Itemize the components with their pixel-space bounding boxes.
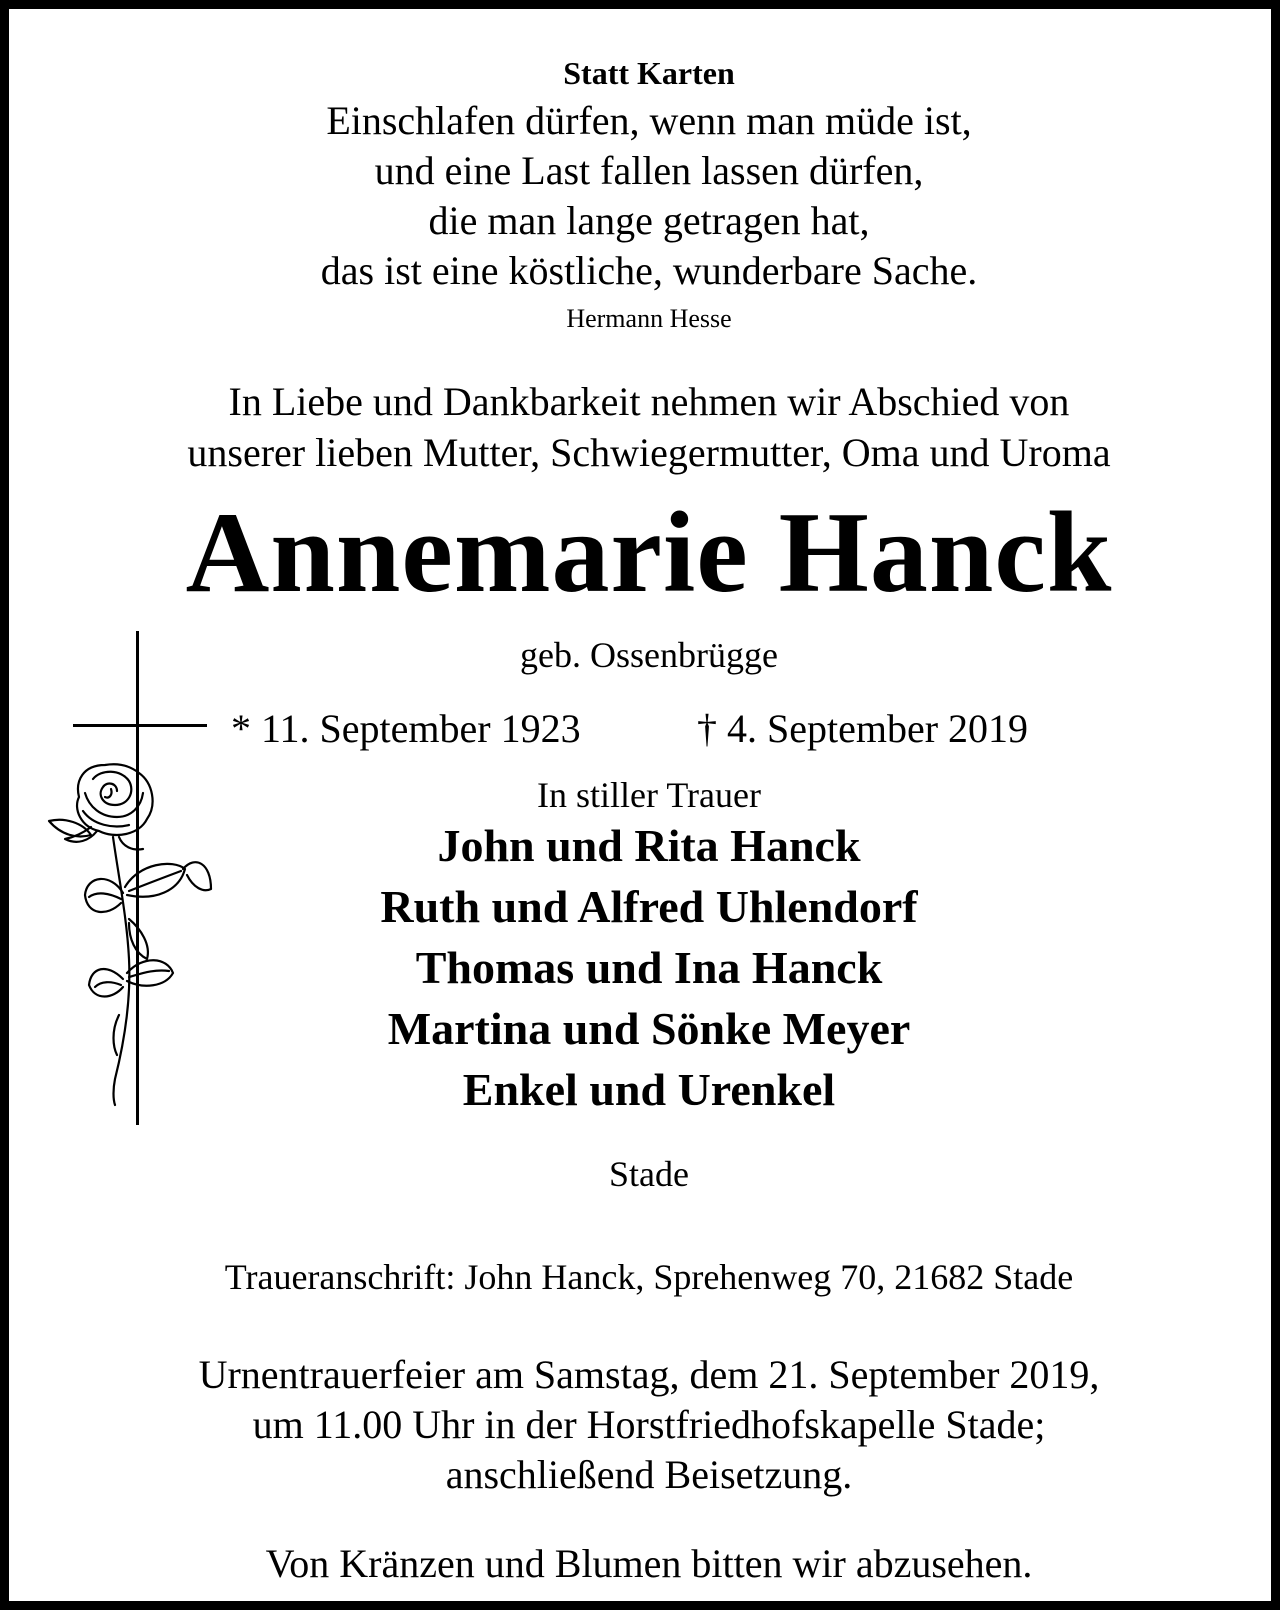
birth-date: * 11. September 1923 bbox=[231, 706, 581, 751]
ceremony-line-3: anschließend Beisetzung. bbox=[445, 1452, 853, 1497]
family-line-5: Enkel und Urenkel bbox=[462, 1064, 836, 1115]
family-line-1: John und Rita Hanck bbox=[437, 820, 861, 871]
poem-line-2: und eine Last fallen lassen dürfen, bbox=[374, 148, 924, 193]
intro-line-1: In Liebe und Dankbarkeit nehmen wir Abschied von bbox=[228, 379, 1070, 424]
header-statt-karten: Statt Karten bbox=[563, 55, 735, 91]
death-date: † 4. September 2019 bbox=[697, 706, 1029, 751]
ceremony-line-1: Urnentrauerfeier am Samstag, dem 21. September 2019, bbox=[198, 1352, 1100, 1397]
cross-bar bbox=[73, 724, 207, 727]
ceremony-line-2: um 11.00 Uhr in der Horstfriedhofskapelle Stade; bbox=[252, 1402, 1046, 1447]
poem-line-1: Einschlafen dürfen, wenn man müde ist, bbox=[326, 98, 972, 143]
place: Stade bbox=[609, 1154, 689, 1194]
poem-author: Hermann Hesse bbox=[566, 304, 732, 333]
address: Traueranschrift: John Hanck, Sprehenweg 70, 21682 Stade bbox=[224, 1257, 1074, 1297]
poem-line-4: das ist eine köstliche, wunderbare Sache. bbox=[320, 248, 978, 293]
mourning-line: In stiller Trauer bbox=[537, 775, 761, 815]
deceased-name: Annemarie Hanck bbox=[185, 489, 1113, 617]
family-line-2: Ruth und Alfred Uhlendorf bbox=[380, 881, 918, 932]
birth-name: geb. Ossenbrügge bbox=[520, 635, 778, 675]
intro-line-2: unserer lieben Mutter, Schwiegermutter, Oma und Uroma bbox=[187, 430, 1111, 475]
closing-note: Von Kränzen und Blumen bitten wir abzusehen. bbox=[265, 1541, 1033, 1586]
family-line-4: Martina und Sönke Meyer bbox=[387, 1003, 911, 1054]
poem-line-3: die man lange getragen hat, bbox=[428, 198, 870, 243]
family-line-3: Thomas und Ina Hanck bbox=[415, 942, 883, 993]
